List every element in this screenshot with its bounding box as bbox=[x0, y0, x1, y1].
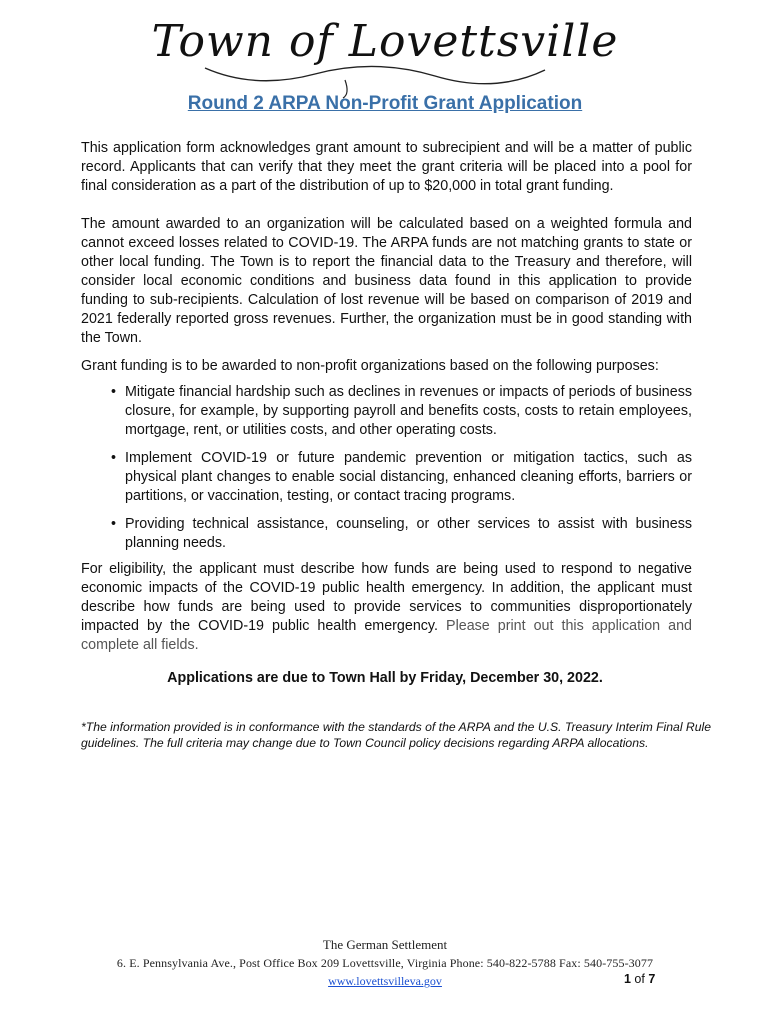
disclaimer-note: *The information provided is in conformance with the standards of the ARPA and the U.S. Treasury Interim Final Rule guidelines. The full criteria may change due to Town Council policy decisions regarding ARPA allocations. bbox=[81, 720, 711, 750]
purposes-paragraph: Grant funding is to be awarded to non-profit organizations based on the following purposes: bbox=[81, 358, 659, 374]
list-item bbox=[108, 449, 692, 506]
award-paragraph: The amount awarded to an organization will be calculated based on a weighted formula and cannot exceed losses related to COVID-19. The ARPA funds are not matching grants to state or other local funding. The Town is to report the financial data to the Treasury and therefore, will consider local economic conditions and business data found in this application to provide funding to sub-recipients. Calculation of lost revenue will be based on comparison of 2019 and 2021 federally reported gross revenues. Further, the organization must be in good standing with the Town. bbox=[81, 216, 692, 346]
page-separator: of bbox=[630, 972, 649, 986]
website-link[interactable]: www.lovettsvilleva.gov bbox=[328, 974, 442, 988]
page-total: 7 bbox=[648, 972, 656, 986]
eligibility-paragraph bbox=[81, 560, 692, 655]
list-item bbox=[108, 383, 692, 440]
page-title: Round 2 ARPA Non-Profit Grant Application bbox=[187, 93, 583, 114]
list-item-text: Implement COVID-19 or future pandemic prevention or mitigation tactics, such as physical plant changes to enable social distancing, enhanced cleaning efforts, barriers or partitions, or vaccination, testing, or contact tracing programs. bbox=[125, 450, 692, 504]
town-logo bbox=[0, 12, 770, 72]
print-instruction: Please print out this application and complete all fields. bbox=[81, 618, 692, 653]
page-current: 1 bbox=[624, 972, 631, 986]
due-date-notice: Applications are due to Town Hall by Friday, December 30, 2022. bbox=[167, 670, 603, 686]
list-item-text: Mitigate financial hardship such as declines in revenues or impacts of periods of business closure, for example, by supporting payroll and benefits costs, costs to retain employees, mortgage, rent, or utilities costs, and other operating costs. bbox=[125, 384, 692, 438]
purposes-list bbox=[108, 383, 692, 562]
bullet-icon: • bbox=[111, 516, 117, 532]
bullet-icon: • bbox=[111, 384, 117, 400]
footer-tagline: The German Settlement bbox=[322, 937, 448, 952]
eligibility-text: For eligibility, the applicant must describe how funds are being used to respond to negative economic impacts of the COVID-19 public health emergency. In addition, the applicant must describe how funds are being used to provide services to communities disproportionately impacted by the COVID-19 public health emergency. bbox=[81, 561, 692, 634]
list-item bbox=[108, 515, 692, 553]
logo-text: Town of Lovettsville bbox=[151, 16, 619, 67]
footer-address: 6. E. Pennsylvania Ave., Post Office Box 209 Lovettsville, Virginia Phone: 540-822-5788 Fax: 540-755-3077 bbox=[116, 956, 654, 970]
bullet-icon: • bbox=[111, 450, 117, 466]
page-number bbox=[624, 972, 655, 986]
intro-paragraph: This application form acknowledges grant amount to subrecipient and will be a matter of public record. Applicants that can verify that they meet the grant criteria will be placed into a pool for final consideration as a part of the distribution of up to $20,000 in total grant funding. bbox=[81, 140, 692, 194]
list-item-text: Providing technical assistance, counseling, or other services to assist with business planning needs. bbox=[125, 516, 692, 551]
